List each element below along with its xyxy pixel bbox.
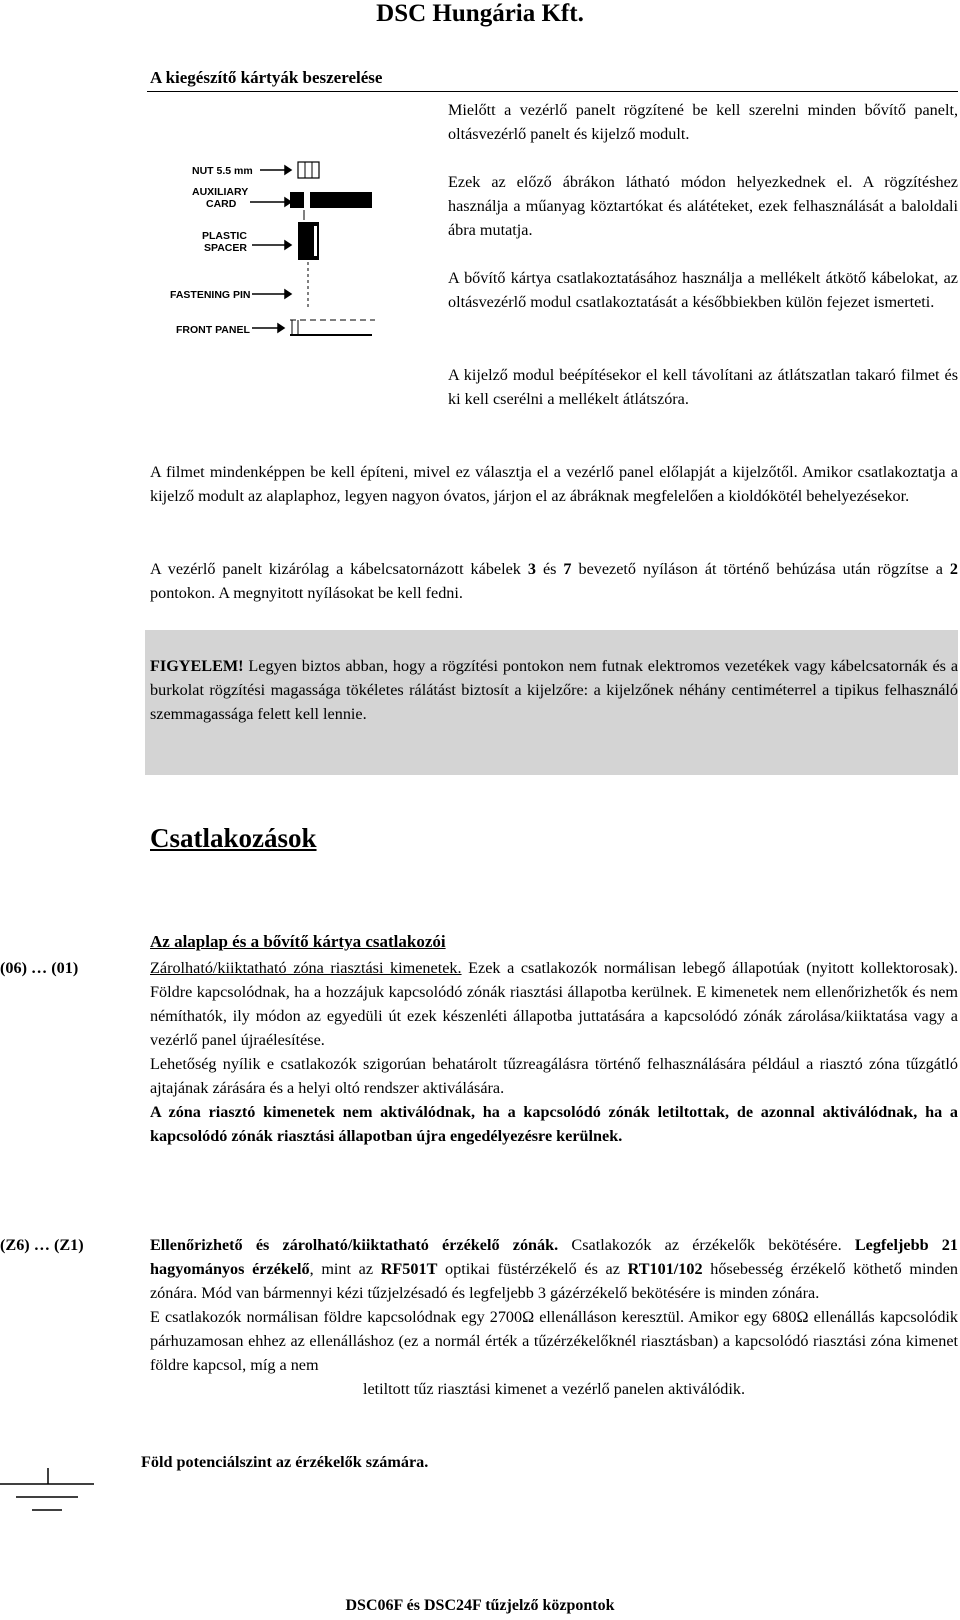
ground-symbol-icon <box>0 1460 100 1520</box>
entry-1-text-2: Lehetőség nyílik e csatlakozók szigorúan behatárolt tűzreagálásra történő felhasználására például a riasztó zóna tűzgátló ajtajának zárására és a helyi oltó rendszer aktiválására. <box>150 1055 958 1097</box>
entry-detector-zones: Ellenőrizhető és zárolható/kiiktatható érzékelő zónák. Csatlakozók az érzékelők bekötésére. Legfeljebb 21 hagyományos érzékelő, mint az RF501T optikai füstérzékelő és az RT101/102 hősebesség érzékelő köthető minden zónára. Mód van bármennyi kézi tűzjelzésadó és legfeljebb 3 gázérzékelő bekötésére is minden zónára. E csatlakozók normálisan földre kapcsolódnak egy 2700Ω ellenálláson keresztül. Amikor egy 680Ω ellenállás kapcsolódik párhuzamosan ehhez az ellenálláshoz (ez a normál érték a tűzérzékelőknél riasztásban) a kapcsolódó riasztási zóna kimenet földre kapcsol, míg a nem letiltott tűz riasztási kimenet a vezérlő panelen aktiválódik. <box>150 1233 958 1401</box>
warning-label: FIGYELEM! <box>150 657 244 675</box>
connections-subheading: Az alaplap és a bővítő kártya csatlakozói <box>150 932 446 951</box>
diagram-label-aux-1: AUXILIARY <box>192 186 249 198</box>
install-paragraph-5: A filmet mindenképpen be kell építeni, mivel ez választja el a vezérlő panel előlapját a kijelzőtől. Amikor csatlakoztatja a kijelző modult az alaplaphoz, legyen nagyon óvatos, járjon el az ábráknak megfelelően a kioldókötél behelyezésekor. <box>150 463 958 505</box>
entry-2-text-2: E csatlakozók normálisan földre kapcsolódnak egy 2700Ω ellenálláson keresztül. Amikor egy 680Ω ellenállás kapcsolódik párhuzamosan ehhez az ellenálláshoz (ez a normál érték a tűzérzékelőknél riasztásban) a kapcsolódó riasztási zóna kimenet földre kapcsol, míg a nem <box>150 1308 958 1374</box>
aux-card-shape <box>290 192 372 208</box>
entry-zone-outputs: Zárolható/kiiktatható zóna riasztási kimenetek. Ezek a csatlakozók normálisan lebegő állapotúak (nyitott kollektorosak). Földre kapcsolódnak, ha a hozzájuk kapcsolódó zónák riasztási állapotba kerülnek. E kimenetek nem ellenőrizhetők és nem némíthatók, ily módon az egyedüli út ezek készenléti állapotba juttatására a kapcsolódó zónák zárolása/kiiktatása vagy a vezérlő panel újraélesítése. Lehetőség nyílik e csatlakozók szigorúan behatárolt tűzreagálásra történő felhasználására például a riasztó zóna tűzgátló ajtajának zárására és a helyi oltó rendszer aktiválására. A zóna riasztó kimenetek nem aktiválódnak, ha a kapcsolódó zónák letiltottak, de azonnal aktiválódnak, ha a kapcsolódó zónák riasztási állapotban újra engedélyezésre kerülnek. <box>150 956 958 1148</box>
terminal-label-outputs: (06) … (01) <box>0 959 79 977</box>
warning-text: FIGYELEM! Legyen biztos abban, hogy a rögzítési pontokon nem futnak elektromos vezetékek vagy kábelcsatornák és a burkolat rögzítési magassága tökéletes rálátást biztosít a kijelzőre: a kijelzőnek néhány centiméterrel a tipikus felhasználó szemmagassága felett kell lennie. <box>150 657 958 723</box>
install-paragraph-2: Ezek az előző ábrákon látható módon helyezkednek el. A rögzítéshez használja a műanyag köztartókat és alátéteket, ezek felhasználását a baloldali ábra mutatja. <box>448 173 958 239</box>
install-paragraph-3: A bővítő kártya csatlakoztatásához használja a mellékelt átkötő kábelokat, az oltásvezérlő modul csatlakoztatását a későbbiekben külön fejezet ismerteti. <box>448 269 958 311</box>
section-title-installation: A kiegészítő kártyák beszerelése <box>150 68 383 87</box>
entry-2-title: Ellenőrizhető és zárolható/kiiktatható érzékelő zónák. <box>150 1236 559 1254</box>
entry-2-text-3: letiltott tűz riasztási kimenet a vezérlő panelen aktiválódik. <box>362 1380 746 1398</box>
diagram-label-plastic-1: PLASTIC <box>202 230 247 242</box>
ground-description: Föld potenciálszint az érzékelők számára. <box>141 1453 429 1471</box>
install-paragraph-1: Mielőtt a vezérlő panelt rögzítené be kell szerelni minden bővítő panelt, oltásvezérlő panelt és kijelző modult. <box>448 101 958 143</box>
section-divider <box>147 91 958 92</box>
page-footer: DSC06F és DSC24F tűzjelző központok <box>345 1597 615 1614</box>
diagram-label-aux-2: CARD <box>206 198 237 210</box>
nut-shape <box>298 162 319 178</box>
entry-1-bold-text: A zóna riasztó kimenetek nem aktiválódnak, ha a kapcsolódó zónák letiltottak, de azonnal aktiválódnak, ha a kapcsolódó zónák riasztási állapotban újra engedélyezésre kerülnek. <box>150 1103 958 1145</box>
diagram-label-pin: FASTENING PIN <box>170 289 251 301</box>
diagram-arrows <box>250 166 291 332</box>
diagram-label-plastic-2: SPACER <box>204 242 247 254</box>
diagram-label-front: FRONT PANEL <box>176 324 250 336</box>
terminal-label-zones: (Z6) … (Z1) <box>0 1236 84 1254</box>
entry-1-title: Zárolható/kiiktatható zóna riasztási kimenetek. <box>150 959 462 977</box>
diagram-label-nut: NUT 5.5 mm <box>192 165 253 177</box>
install-paragraph-6: A vezérlő panelt kizárólag a kábelcsatornázott kábelek 3 és 7 bevezető nyíláson át történő behúzása után rögzítse a 2 pontokon. A megnyitott nyílásokat be kell fedni. <box>150 560 958 602</box>
connections-heading: Csatlakozások <box>150 823 317 853</box>
mounting-diagram <box>170 160 390 350</box>
install-paragraph-4: A kijelző modul beépítésekor el kell távolítani az átlátszatlan takaró filmet és ki kell cserélni a mellékelt átlátszóra. <box>448 366 958 408</box>
page-header-title: DSC Hungária Kft. <box>376 0 584 27</box>
